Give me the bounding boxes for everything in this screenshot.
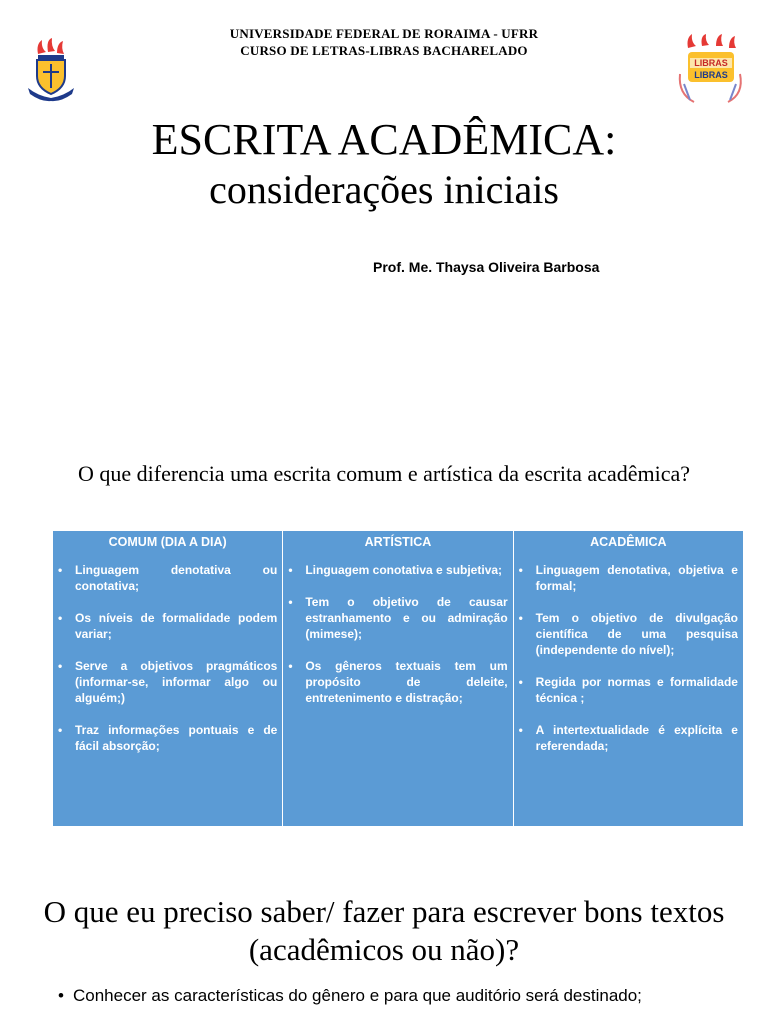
course-name: CURSO DE LETRAS-LIBRAS BACHARELADO <box>240 43 528 58</box>
column-artistica <box>283 531 513 826</box>
libras-logo-text-2: LIBRAS <box>694 70 728 80</box>
title-line-1: ESCRITA ACADÊMICA: <box>151 115 617 164</box>
writing-question: O que eu preciso saber/ fazer para escrever bons textos (acadêmicos ou não)? <box>43 894 725 967</box>
column-academica <box>514 531 743 826</box>
table-item: • Linguagem conotativa e subjetiva; <box>288 562 507 578</box>
table-item: • Linguagem denotativa, objetiva e formal; <box>519 562 738 594</box>
table-item: • Os níveis de formalidade podem variar; <box>58 610 277 642</box>
slide-title <box>0 115 768 215</box>
column-header: COMUM (DIA A DIA) <box>108 535 227 549</box>
comparison-table <box>53 531 743 826</box>
table-item: • Traz informações pontuais e de fácil absorção; <box>58 722 277 754</box>
column-comum <box>53 531 283 826</box>
table-item: • Tem o objetivo de causar estranhamento e ou admiração (mimese); <box>288 594 507 642</box>
column-header: ACADÊMICA <box>590 535 667 549</box>
author-name: Prof. Me. Thaysa Oliveira Barbosa <box>373 259 600 275</box>
table-item: • Tem o objetivo de divulgação científica de uma pesquisa (independente do nível); <box>519 610 738 658</box>
title-line-2: considerações iniciais <box>209 167 559 212</box>
column-header: ARTÍSTICA <box>364 535 432 549</box>
table-item: • Serve a objetivos pragmáticos (informar-se, informar algo ou alguém;) <box>58 658 277 706</box>
university-name: UNIVERSIDADE FEDERAL DE RORAIMA - UFRR <box>229 26 539 41</box>
table-item: • A intertextualidade é explícita e referendada; <box>519 722 738 754</box>
ufrr-crest-logo <box>26 38 76 102</box>
libras-logo-text-1: LIBRAS <box>694 58 728 68</box>
comparison-question: O que diferencia uma escrita comum e artística da escrita acadêmica? <box>77 461 690 486</box>
table-item: • Os gêneros textuais tem um propósito de deleite, entretenimento e distração; <box>288 658 507 706</box>
table-item: • Regida por normas e formalidade técnica ; <box>519 674 738 706</box>
document-header <box>0 25 768 59</box>
libras-course-logo <box>674 34 746 106</box>
tips-list <box>58 986 748 1006</box>
table-item: • Linguagem denotativa ou conotativa; <box>58 562 277 594</box>
list-item: • Conhecer as características do gênero e para que auditório será destinado; <box>58 986 748 1006</box>
